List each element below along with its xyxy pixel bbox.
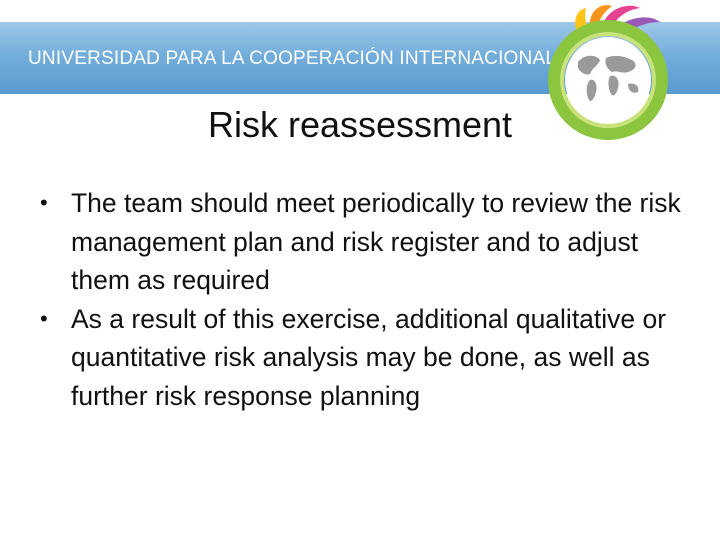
bullet-marker: •	[40, 305, 48, 331]
bullet-item	[40, 300, 700, 416]
organization-name: UNIVERSIDAD PARA LA COOPERACIÓN INTERNACIONAL	[28, 48, 557, 69]
bullet-marker: •	[40, 190, 48, 215]
slide-title: Risk reassessment	[207, 104, 513, 145]
bullet-list	[40, 184, 700, 415]
bullet-item	[40, 184, 700, 300]
bullet-text: The team should meet periodically to review the risk management plan and risk register and to adjust them as required	[71, 188, 681, 295]
bullet-text: As a result of this exercise, additional qualitative or quantitative risk analysis may be done, as well as further risk response planning	[71, 303, 667, 411]
